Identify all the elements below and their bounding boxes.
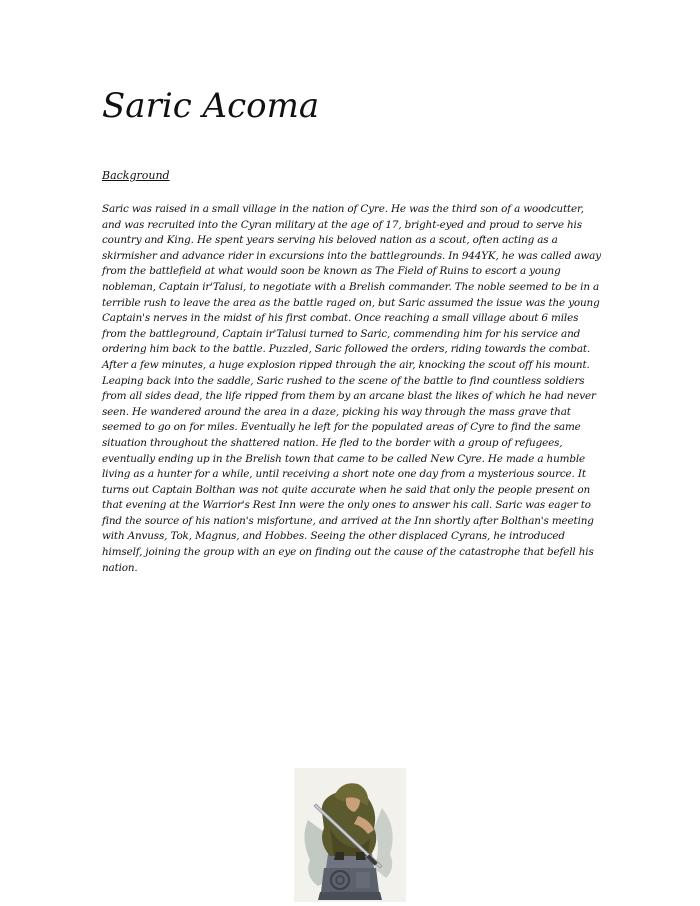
hooded-scout-portrait-icon	[294, 768, 406, 902]
page-title: Saric Acoma	[102, 86, 320, 126]
background-paragraph: Saric was raised in a small village in the nation of Cyre. He was the third son of a woodcutter, and was recruited into the Cyran military at the age of 17, bright-eyed and proud to serve his country and King. He spent years serving his beloved nation as a scout, often acting as a skirmisher and advance rider in excursions into the battlegrounds. In 944YK, he was called away from the battlefield at what would soon be known as The Field of Ruins to escort a young nobleman, Captain ir'Talusi, to negotiate with a Brelish commander. The noble seemed to be in a terrible rush to leave the area as the battle raged on, but Saric assumed the issue was the young Captain's nerves in the midst of his first combat. Once reaching a small village about 6 miles from the battleground, Captain ir'Talusi turned to Saric, commending him for his service and ordering him back to the battle. Puzzled, Saric followed the orders, riding towards the combat. After a few minutes, a huge explosion ripped through the air, knocking the scout off his mount. Leaping back into the saddle, Saric rushed to the scene of the battle to find countless soldiers from all sides dead, the life ripped from them by an arcane blast the likes of which he had never seen. He wandered around the area in a daze, picking his way through the mass grave that seemed to go on for miles. Eventually he left for the populated areas of Cyre to find the same situation throughout the shattered nation. He fled to the border with a group of refugees, eventually ending up in the Brelish town that came to be called New Cyre. He made a humble living as a hunter for a while, until receiving a short note one day from a mysterious source. It turns out Captain Bolthan was not quite accurate when he said that only the people present on that evening at the Warrior's Rest Inn were the only ones to answer his call. Saric was eager to find the source of his nation's misfortune, and arrived at the Inn shortly after Bolthan's meeting with Anvuss, Tok, Magnus, and Hobbes. Seeing the other displaced Cyrans, he introduced himself, joining the group with an eye on finding out the cause of the catastrophe that befell his nation.	[102, 203, 601, 574]
character-portrait	[294, 768, 406, 902]
section-heading-background: Background	[102, 169, 170, 182]
